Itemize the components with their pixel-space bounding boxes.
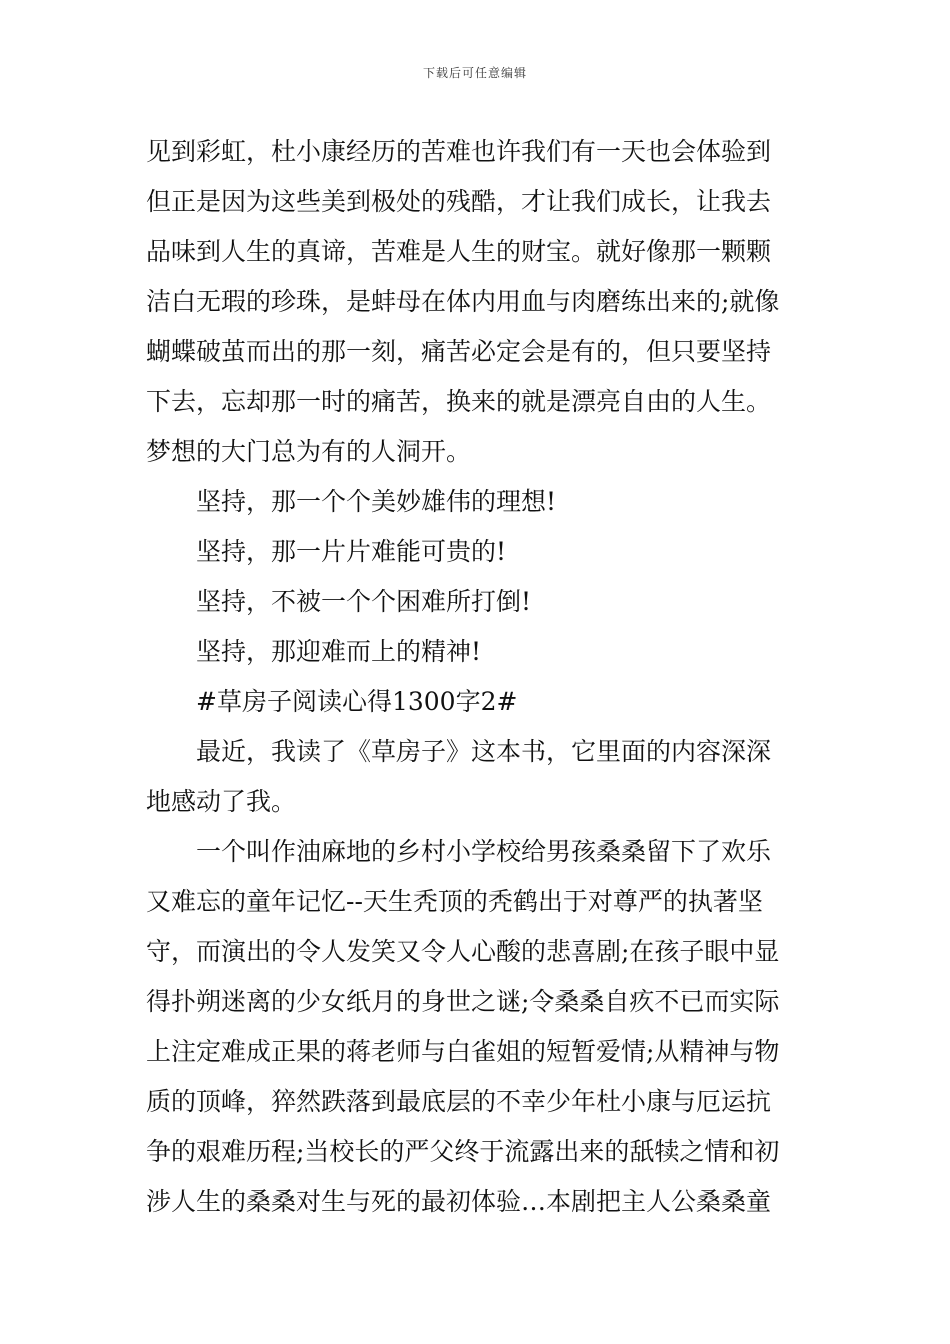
text-line: 上注定难成正果的蒋老师与白雀姐的短暂爱情;从精神与物	[146, 1037, 780, 1066]
text-line: 得扑朔迷离的少女纸月的身世之谜;令桑桑自疚不已而实际	[146, 987, 780, 1016]
text-line: 品味到人生的真谛，苦难是人生的财宝。就好像那一颗颗	[146, 237, 772, 266]
text-line: 守，而演出的令人发笑又令人心酸的悲喜剧;在孩子眼中显	[146, 937, 780, 966]
text-line: 下去，忘却那一时的痛苦，换来的就是漂亮自由的人生。	[146, 387, 772, 416]
text-line: 涉人生的桑桑对生与死的最初体验…本剧把主人公桑桑童	[146, 1187, 772, 1216]
text-line: 最近，我读了《草房子》这本书，它里面的内容深深	[196, 737, 772, 766]
text-line: 梦想的大门总为有的人洞开。	[146, 437, 472, 466]
page-header: 下载后可任意编辑	[422, 66, 527, 80]
text-line: 一个叫作油麻地的乡村小学校给男孩桑桑留下了欢乐	[196, 837, 772, 866]
text-line: 又难忘的童年记忆--天生秃顶的秃鹤出于对尊严的执著坚	[146, 887, 763, 916]
section-heading: #草房子阅读心得1300字2#	[196, 687, 518, 716]
text-line: 坚持，那迎难而上的精神!	[196, 637, 482, 666]
text-line: 质的顶峰，猝然跌落到最底层的不幸少年杜小康与厄运抗	[146, 1087, 772, 1116]
text-line: 洁白无瑕的珍珠，是蚌母在体内用血与肉磨练出来的;就像	[146, 287, 780, 316]
text-line: 见到彩虹，杜小康经历的苦难也许我们有一天也会体验到	[146, 137, 772, 166]
text-line: 坚持，那一片片难能可贵的!	[196, 537, 507, 566]
text-line: 坚持，那一个个美妙雄伟的理想!	[196, 487, 557, 516]
text-line: 争的艰难历程;当校长的严父终于流露出来的舐犊之情和初	[146, 1137, 780, 1166]
text-line: 地感动了我。	[146, 787, 297, 816]
text-line: 蝴蝶破茧而出的那一刻，痛苦必定会是有的，但只要坚持	[146, 337, 772, 366]
text-line: 坚持，不被一个个困难所打倒!	[196, 587, 532, 616]
text-line: 但正是因为这些美到极处的残酷，才让我们成长，让我去	[146, 187, 772, 216]
